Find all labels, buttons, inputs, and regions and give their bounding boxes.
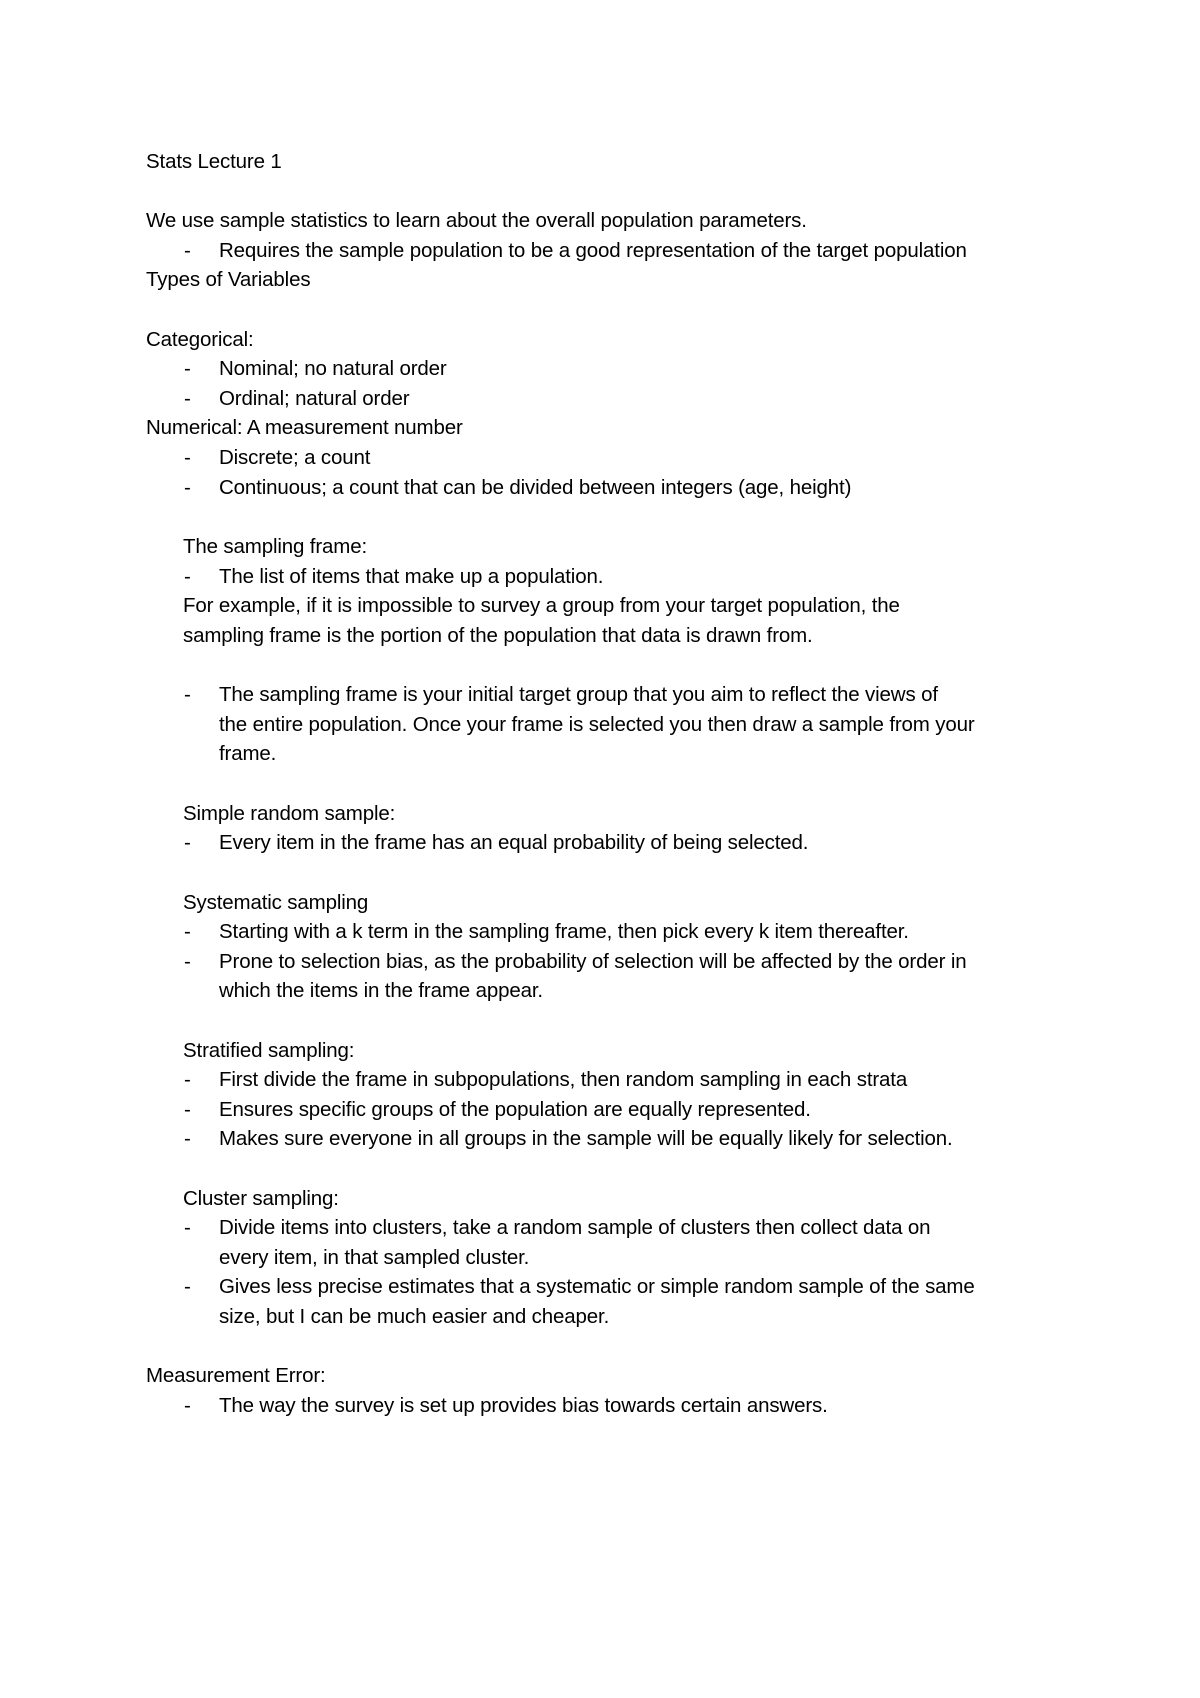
systematic-bullet: Prone to selection bias, as the probability of selection will be affected by the order in [219, 950, 967, 973]
types-heading: Types of Variables [146, 268, 311, 291]
simple-random-heading: Simple random sample: [183, 802, 396, 825]
bullet-dash: - [184, 1098, 191, 1121]
sampling-frame-bullet: the entire population. Once your frame is selected you then draw a sample from your [219, 713, 975, 736]
numerical-item: Discrete; a count [219, 446, 371, 469]
bullet-dash: - [184, 476, 191, 499]
sampling-frame-bullet: The list of items that make up a population. [219, 565, 604, 588]
bullet-dash: - [184, 831, 191, 854]
categorical-item: Nominal; no natural order [219, 357, 447, 380]
categorical-item: Ordinal; natural order [219, 387, 410, 410]
bullet-dash: - [184, 565, 191, 588]
measurement-error-bullet: The way the survey is set up provides bias towards certain answers. [219, 1394, 828, 1417]
systematic-bullet: which the items in the frame appear. [219, 979, 543, 1002]
bullet-dash: - [184, 1068, 191, 1091]
stratified-item: First divide the frame in subpopulations, then random sampling in each strata [219, 1068, 908, 1091]
cluster-bullet: every item, in that sampled cluster. [219, 1246, 530, 1269]
bullet-dash: - [184, 1127, 191, 1150]
systematic-heading: Systematic sampling [183, 891, 369, 914]
intro-text: We use sample statistics to learn about the overall population parameters. [146, 209, 807, 232]
bullet-dash: - [184, 920, 191, 943]
cluster-heading: Cluster sampling: [183, 1187, 339, 1210]
numerical-item: Continuous; a count that can be divided between integers (age, height) [219, 476, 852, 499]
bullet-dash: - [184, 683, 191, 706]
intro-bullet-text: Requires the sample population to be a good representation of the target population [219, 239, 967, 262]
cluster-bullet: Gives less precise estimates that a systematic or simple random sample of the same [219, 1275, 975, 1298]
bullet-dash: - [184, 357, 191, 380]
simple-random-bullet: Every item in the frame has an equal probability of being selected. [219, 831, 809, 854]
bullet-dash: - [184, 1275, 191, 1298]
sampling-frame-bullet: frame. [219, 742, 277, 765]
bullet-dash: - [184, 446, 191, 469]
cluster-bullet: size, but I can be much easier and cheaper. [219, 1305, 610, 1328]
numerical-heading: Numerical: A measurement number [146, 416, 463, 439]
stratified-heading: Stratified sampling: [183, 1039, 355, 1062]
systematic-bullet: Starting with a k term in the sampling frame, then pick every k item thereafter. [219, 920, 909, 943]
page-title: Stats Lecture 1 [146, 150, 282, 173]
sampling-frame-example: sampling frame is the portion of the population that data is drawn from. [183, 624, 813, 647]
sampling-frame-example: For example, if it is impossible to survey a group from your target population, the [183, 594, 900, 617]
bullet-dash: - [184, 239, 191, 262]
bullet-dash: - [184, 950, 191, 973]
bullet-dash: - [184, 1216, 191, 1239]
bullet-dash: - [184, 1394, 191, 1417]
stratified-item: Makes sure everyone in all groups in the sample will be equally likely for selection. [219, 1127, 953, 1150]
bullet-dash: - [184, 387, 191, 410]
stratified-item: Ensures specific groups of the population are equally represented. [219, 1098, 811, 1121]
sampling-frame-heading: The sampling frame: [183, 535, 368, 558]
categorical-heading: Categorical: [146, 328, 254, 351]
cluster-bullet: Divide items into clusters, take a random sample of clusters then collect data on [219, 1216, 931, 1239]
sampling-frame-bullet: The sampling frame is your initial target group that you aim to reflect the views of [219, 683, 938, 706]
measurement-error-heading: Measurement Error: [146, 1364, 326, 1387]
